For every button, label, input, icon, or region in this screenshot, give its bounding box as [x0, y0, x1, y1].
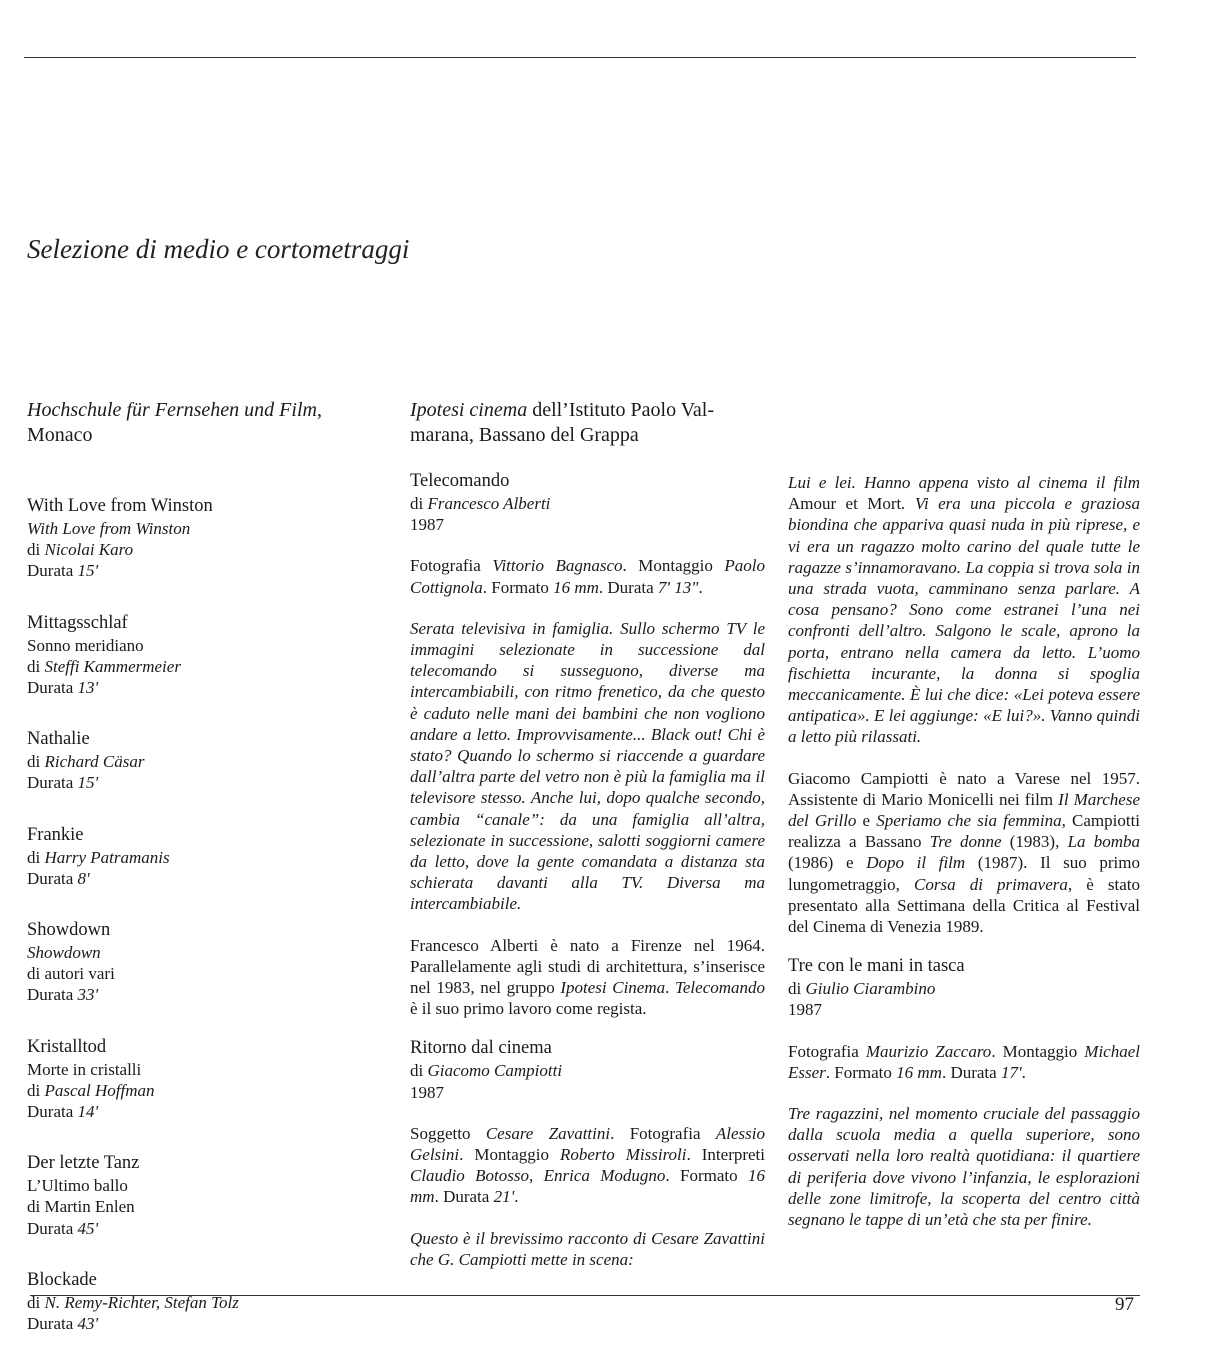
film-synopsis: Serata televisiva in famiglia. Sullo schermo TV le immagini selezionate in successione dal telecomando si susseguono, diverse ma intercambiabili, con ritmo frenetico, da che questo è caduto nelle mani dei bambini che non vogliono andare a letto. Improvvisamente... Black out! Chi è stato? Quando lo schermo si riaccende a guardare dall’altra parte del vetro non è più la famiglia ma il televisore stesso. Anche lui, dopo qualche secondo, cambia “canale”: da una famiglia all’altra, selezionate in successione, salotti soggiorni camere da letto, dove la gente comandata a distanza sta schierata davanti alla TV. Diversa ma intercambiabile. [410, 618, 765, 914]
film-duration: Durata 15' [27, 561, 99, 581]
film-title: Tre con le mani in tasca [788, 956, 965, 977]
story-intro: Questo è il brevissimo racconto di Cesare Zavattini che G. Campiotti mette in scena: [410, 1228, 765, 1269]
film-title: Showdown [27, 920, 111, 941]
film-title: Ritorno dal cinema [410, 1038, 552, 1059]
film-entry [27, 612, 387, 699]
film-title: Blockade [27, 1269, 97, 1290]
column-ipotesi-cinema [410, 398, 765, 1270]
film-director: di Giacomo Campiotti [410, 1061, 563, 1081]
film-credits: Soggetto Cesare Zavattini. Fotografia Alessio Gelsini. Montaggio Roberto Missiroli. Interpreti Claudio Botosso, Enrica Modugno. Formato 16 mm. Durata 21'. [410, 1123, 766, 1207]
film-year: 1987 [410, 1082, 444, 1102]
top-rule [24, 57, 1136, 58]
film-entry [27, 728, 387, 793]
film-director: di Richard Cäsar [27, 752, 145, 772]
bottom-rule [30, 1295, 1140, 1296]
film-entry [27, 1036, 387, 1123]
film-director: di Harry Patramanis [27, 847, 170, 867]
film-duration: Durata 15' [27, 773, 99, 793]
film-director: di Steffi Kammermeier [27, 656, 181, 676]
film-title: Telecomando [410, 471, 510, 491]
film-duration: Durata 45' [27, 1218, 99, 1238]
film-original-title: L’Ultimo ballo [27, 1176, 128, 1196]
page-title: Selezione di medio e cortometraggi [27, 234, 410, 264]
column-hochschule [27, 398, 387, 1334]
story-text: Lui e lei. Hanno appena visto al cinema il film Amour et Mort. Vi era una piccola e graziosa biondina che appariva quasi nuda in più riprese, e vi era un ragazzo molto carino del quale tutte le ragazze s’innamoravano. La coppia si trova sola in una strada vuota, camminano senza parlare. A cosa pensano? Sono come estranei l’una nei confronti dell’altro. Salgono le scale, aprono la porta, entrano nella camera da letto. L’uomo fischietta incurante, la donna si spoglia meccanicamente. È lui che dice: «Lei poteva essere antipatica». E lei aggiunge: «E lui?». Vanno quindi a letto più rilassati. [788, 473, 1140, 747]
film-title: Der letzte Tanz [27, 1153, 140, 1174]
film-original-title: With Love from Winston [27, 519, 191, 538]
film-entry [27, 495, 387, 582]
section-heading-hochschule: Hochschule für Fernsehen und Film, Monaco [27, 399, 322, 446]
film-director: di Martin Enlen [27, 1197, 135, 1217]
film-synopsis: Tre ragazzini, nel momento cruciale del passaggio dalla scuola media a quella superiore, sono osservati nella loro realtà quotidiana: il quartiere di periferia dove vivono l’infanzia, le esplorazioni delle zone limitrofe, la scoperta del centro città segnano le tappe di un’età che sta per finire. [788, 1104, 1140, 1230]
section-heading-ipotesi: Ipotesi cinema dell’Istituto Paolo Val- marana, Bassano del Grappa [410, 399, 715, 446]
film-credits: Fotografia Vittorio Bagnasco. Montaggio Paolo Cottignola. Formato 16 mm. Durata 7' 13". [410, 556, 765, 597]
film-director: di Nicolai Karo [27, 540, 134, 560]
film-entry-ritorno [410, 1037, 765, 1270]
film-original-title: Morte in cristalli [27, 1059, 142, 1079]
film-entry-tre-con [788, 955, 1140, 1230]
film-title: Nathalie [27, 729, 90, 750]
film-entry [27, 1152, 387, 1239]
film-director: di N. Remy-Richter, Stefan Tolz [27, 1292, 239, 1312]
film-year: 1987 [788, 1000, 822, 1020]
film-director: di Giulio Ciarambino [788, 979, 936, 999]
film-director: di Pascal Hoffman [27, 1080, 155, 1100]
film-original-title: Showdown [27, 943, 101, 963]
column-continued [788, 472, 1140, 1230]
film-director: di autori vari [27, 964, 115, 984]
film-duration: Durata 33' [27, 985, 99, 1005]
film-duration: Durata 8' [27, 868, 90, 888]
film-entry [27, 1269, 387, 1334]
film-title: Mittagsschlaf [27, 612, 128, 633]
film-duration: Durata 14' [27, 1102, 99, 1122]
film-entry-telecomando [410, 470, 765, 1019]
page-number: 97 [1115, 1294, 1134, 1315]
film-entry [27, 919, 387, 1006]
film-duration: Durata 43' [27, 1314, 99, 1334]
film-title: Frankie [27, 824, 84, 845]
film-title: Kristalltod [27, 1036, 107, 1057]
film-entry [27, 824, 387, 889]
film-original-title: Sonno meridiano [27, 635, 144, 655]
director-bio: Giacomo Campiotti è nato a Varese nel 1957. Assistente di Mario Monicelli nei film Il Marchese del Grillo e Speriamo che sia femmina, Campiotti realizza a Bassano Tre donne (1983), La bomba (1986) e Dopo il film (1987). Il suo primo lungometraggio, Corsa di primavera, è stato presentato alla Settimana della Critica al Festival del Cinema di Venezia 1989. [788, 768, 1141, 937]
director-bio: Francesco Alberti è nato a Firenze nel 1964. Parallelamente agli studi di architettura, s’inserisce nel 1983, nel gruppo Ipotesi Cinema. Telecomando è il suo primo lavoro come regista. [410, 935, 766, 1019]
film-year: 1987 [410, 515, 444, 535]
film-title: With Love from Winston [27, 496, 213, 516]
film-director: di Francesco Alberti [410, 494, 551, 513]
film-credits: Fotografia Maurizio Zaccaro. Montaggio Michael Esser. Formato 16 mm. Durata 17'. [788, 1041, 1140, 1082]
film-duration: Durata 13' [27, 678, 99, 698]
